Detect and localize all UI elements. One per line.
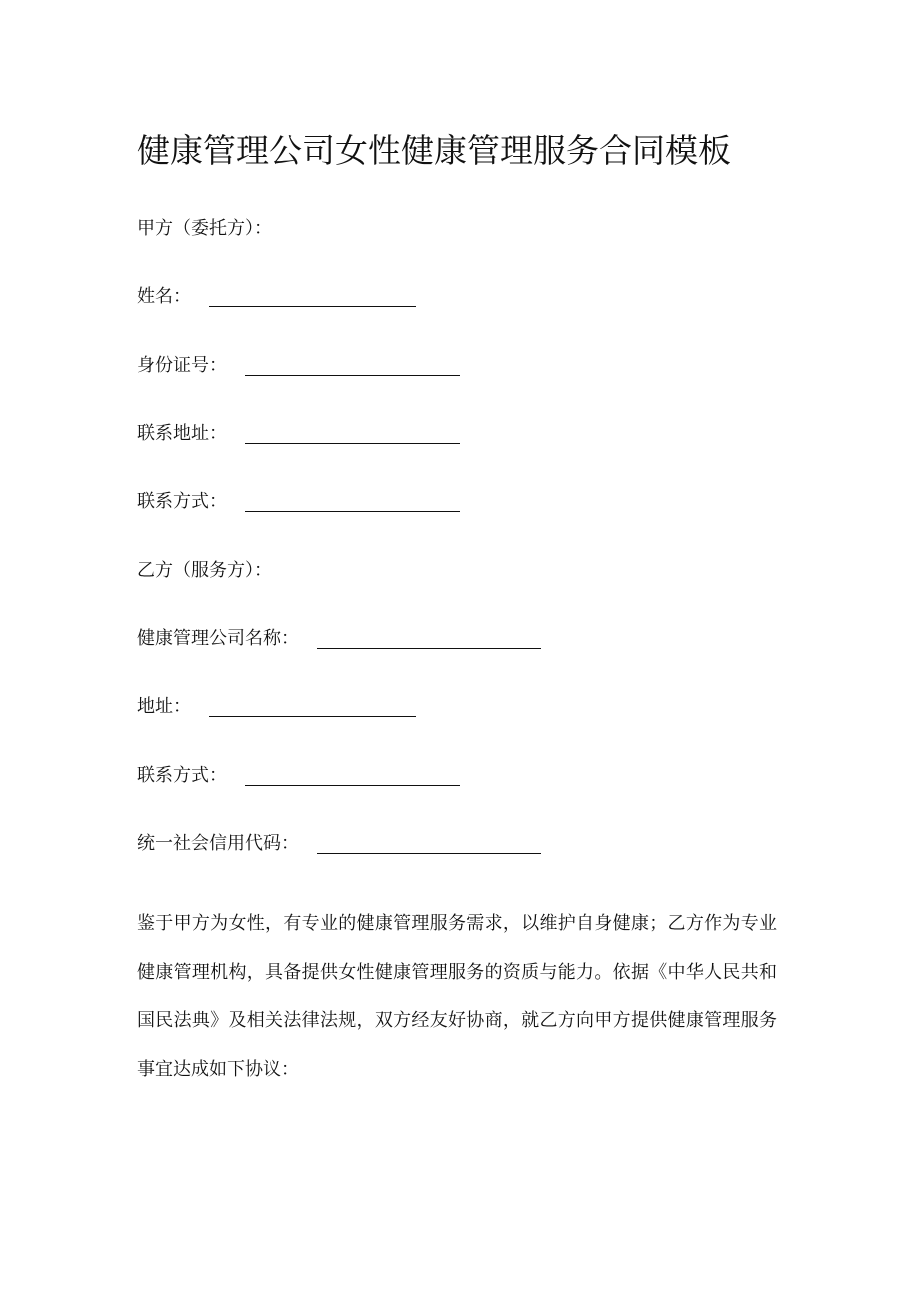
party-a-name-row xyxy=(137,284,416,310)
party-b-heading xyxy=(137,558,272,584)
party-b-contact-blank[interactable] xyxy=(245,767,460,786)
party-b-contact-label: 联系方式： xyxy=(137,765,227,786)
party-b-credit-code-label: 统一社会信用代码： xyxy=(137,833,299,854)
party-a-address-label: 联系地址： xyxy=(137,423,227,444)
party-b-heading-label: 乙方（服务方）： xyxy=(137,560,272,581)
party-b-contact-row xyxy=(137,763,460,789)
preamble-paragraph: 鉴于甲方为女性，有专业的健康管理服务需求，以维护自身健康；乙方作为专业健康管理机构，具备提供女性健康管理服务的资质与能力。依据《中华人民共和国民法典》及相关法律法规，双方经友好协商，就乙方向甲方提供健康管理服务事宜达成如下协议： xyxy=(137,913,777,1080)
party-a-heading-label: 甲方（委托方）： xyxy=(137,218,272,239)
party-b-credit-code-blank[interactable] xyxy=(317,835,541,854)
party-a-address-row xyxy=(137,421,460,447)
party-a-contact-label: 联系方式： xyxy=(137,491,227,512)
party-a-id-row xyxy=(137,353,460,379)
party-a-id-label: 身份证号： xyxy=(137,355,227,376)
party-a-contact-row xyxy=(137,489,460,515)
party-b-address-row xyxy=(137,694,416,720)
party-a-id-blank[interactable] xyxy=(245,357,460,376)
party-a-heading xyxy=(137,216,272,242)
party-b-company-blank[interactable] xyxy=(317,630,541,649)
party-a-contact-blank[interactable] xyxy=(245,493,460,512)
party-b-company-label: 健康管理公司名称： xyxy=(137,628,299,649)
party-a-name-label: 姓名： xyxy=(137,286,191,307)
party-b-company-row xyxy=(137,626,541,652)
party-a-address-blank[interactable] xyxy=(245,425,460,444)
party-a-name-blank[interactable] xyxy=(209,288,416,307)
party-b-address-label: 地址： xyxy=(137,696,191,717)
document-title: 健康管理公司女性健康管理服务合同模板 xyxy=(137,131,731,170)
party-b-address-blank[interactable] xyxy=(209,698,416,717)
party-b-credit-code-row xyxy=(137,831,541,857)
